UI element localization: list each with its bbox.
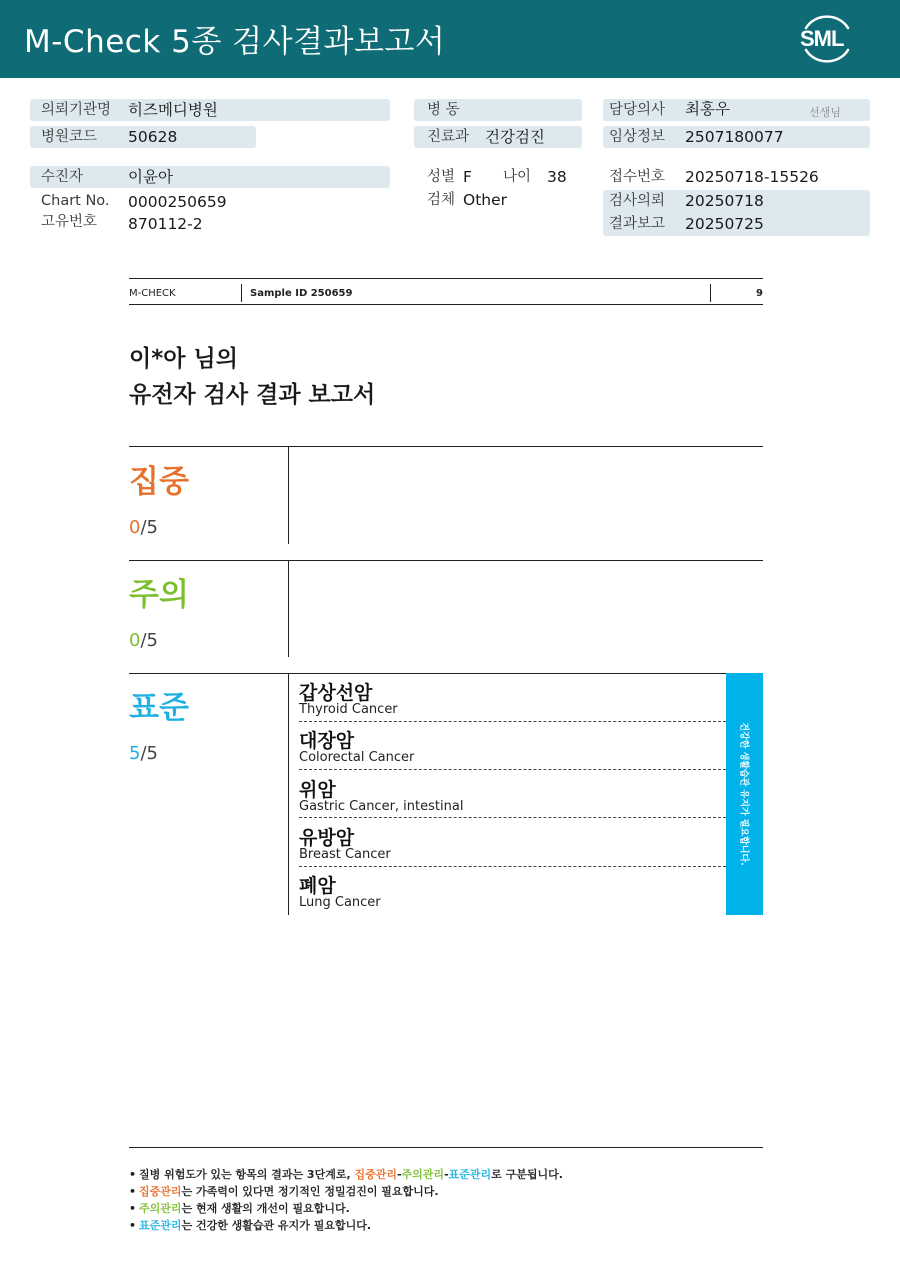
- sex-value: F: [463, 168, 472, 186]
- product-name: M-CHECK: [129, 288, 176, 299]
- result-value: 20250725: [685, 215, 764, 233]
- note-text: 는 건강한 생활습관 유지가 필요합니다.: [181, 1219, 372, 1232]
- section-divider: [129, 446, 763, 447]
- category-caution-title: 주의: [129, 577, 189, 613]
- clinical-label: 임상정보: [609, 129, 666, 145]
- doctor-suffix: 선생님: [809, 106, 841, 119]
- hospital-code-label: 병원코드: [41, 129, 98, 145]
- note-separator: -: [396, 1168, 402, 1181]
- note-text: 질병 위험도가 있는 항목의 결과는 3단계로,: [139, 1168, 355, 1181]
- report-bar-divider: [241, 284, 242, 302]
- standard-side-bar: [726, 673, 763, 915]
- item-korean-name: 대장암: [299, 730, 355, 752]
- report-bar-bottom-line: [129, 304, 763, 305]
- sample-id: Sample ID 250659: [250, 288, 353, 299]
- report-heading: [129, 341, 375, 413]
- request-value: 20250718: [685, 192, 764, 210]
- list-item: [299, 867, 725, 915]
- section-divider: [129, 560, 763, 561]
- note-text: 는 가족력이 있다면 정기적인 정밀검진이 필요합니다.: [181, 1185, 439, 1198]
- section-vertical-line: [288, 561, 289, 657]
- category-caution-count: [129, 630, 158, 651]
- sex-label: 성별: [427, 169, 456, 185]
- ward-label: 병 동: [427, 102, 460, 118]
- section-vertical-line: [288, 447, 289, 544]
- page-number: 9: [756, 288, 763, 299]
- note-row: • 질병 위험도가 있는 항목의 결과는 3단계로, 집중관리-주의관리-표준관리로 구분됩니다.: [129, 1168, 563, 1181]
- note-row: • 집중관리는 가족력이 있다면 정기적인 정밀검진이 필요합니다.: [129, 1185, 439, 1198]
- patient-value: 이윤아: [128, 168, 173, 186]
- logo-text: SML: [800, 26, 844, 51]
- chart-label: Chart No.: [41, 193, 110, 209]
- category-standard-count: [129, 743, 158, 764]
- hospital-code-value: 50628: [128, 128, 178, 146]
- side-bar-note: 건강한 생활습관 유지가 필요합니다.: [738, 722, 748, 866]
- item-korean-name: 갑상선암: [299, 682, 373, 704]
- list-item: [299, 722, 725, 770]
- department-value: 건강검진: [485, 128, 545, 146]
- item-english-name: Colorectal Cancer: [299, 750, 415, 765]
- specimen-label: 검체: [427, 192, 456, 208]
- sml-logo: [798, 12, 856, 64]
- standard-count-value: 5: [129, 743, 141, 764]
- report-header: [0, 0, 900, 78]
- category-standard-title: 표준: [129, 690, 189, 726]
- request-label: 검사의뢰: [609, 193, 666, 209]
- chart-value: 0000250659: [128, 193, 227, 211]
- department-label: 진료과: [427, 129, 470, 145]
- list-item: [299, 771, 725, 819]
- receipt-label: 접수번호: [609, 169, 666, 185]
- report-bar-top-line: [129, 278, 763, 279]
- item-english-name: Gastric Cancer, intestinal: [299, 799, 464, 814]
- institution-label: 의뢰기관명: [41, 102, 112, 118]
- note-focus-key: 집중관리: [354, 1168, 397, 1181]
- list-item: [299, 819, 725, 867]
- item-english-name: Lung Cancer: [299, 895, 381, 910]
- note-row: • 주의관리는 현재 생활의 개선이 필요합니다.: [129, 1202, 350, 1215]
- age-value: 38: [547, 168, 567, 186]
- receipt-value: 20250718-15526: [685, 168, 819, 186]
- clinical-value: 2507180077: [685, 128, 784, 146]
- standard-count-total: /5: [140, 743, 158, 764]
- item-separator: [299, 769, 726, 770]
- footer-divider: [129, 1147, 763, 1148]
- note-standard-key: 표준관리: [139, 1219, 182, 1232]
- note-focus-key: 집중관리: [139, 1185, 182, 1198]
- item-english-name: Thyroid Cancer: [299, 702, 398, 717]
- doctor-value: 최홍우: [685, 100, 730, 118]
- section-vertical-line: [288, 674, 289, 915]
- result-label: 결과보고: [609, 216, 666, 232]
- focus-count-value: 0: [129, 517, 141, 538]
- heading-line-2: 유전자 검사 결과 보고서: [129, 382, 376, 408]
- focus-count-total: /5: [140, 517, 158, 538]
- note-text: 로 구분됩니다.: [491, 1168, 563, 1181]
- footer-notes: [129, 1166, 563, 1234]
- heading-line-1: 이*아 님의: [129, 346, 238, 372]
- item-korean-name: 폐암: [299, 875, 336, 897]
- age-label: 나이: [503, 169, 532, 185]
- note-caution-key: 주의관리: [401, 1168, 445, 1181]
- institution-value: 히즈메디병원: [128, 101, 218, 119]
- item-korean-name: 유방암: [299, 827, 355, 849]
- item-korean-name: 위암: [299, 779, 336, 801]
- caution-count-value: 0: [129, 630, 141, 651]
- category-focus-title: 집중: [129, 464, 189, 500]
- note-text: 는 현재 생활의 개선이 필요합니다.: [181, 1202, 350, 1215]
- note-row: • 표준관리는 건강한 생활습관 유지가 필요합니다.: [129, 1219, 372, 1232]
- patient-pill: [30, 166, 390, 188]
- patient-label: 수진자: [41, 169, 84, 185]
- specimen-value: Other: [463, 191, 508, 209]
- id-value: 870112-2: [128, 215, 203, 233]
- note-separator: -: [444, 1168, 449, 1181]
- item-english-name: Breast Cancer: [299, 847, 391, 862]
- report-title: M-Check 5종 검사결과보고서: [24, 24, 446, 60]
- note-caution-key: 주의관리: [139, 1202, 182, 1215]
- item-separator: [299, 817, 726, 818]
- category-focus-count: [129, 517, 158, 538]
- note-standard-key: 표준관리: [448, 1168, 492, 1181]
- report-bar-divider: [710, 284, 711, 302]
- doctor-label: 담당의사: [609, 102, 666, 118]
- caution-count-total: /5: [140, 630, 158, 651]
- list-item: [299, 674, 725, 722]
- id-label: 고유번호: [41, 214, 98, 230]
